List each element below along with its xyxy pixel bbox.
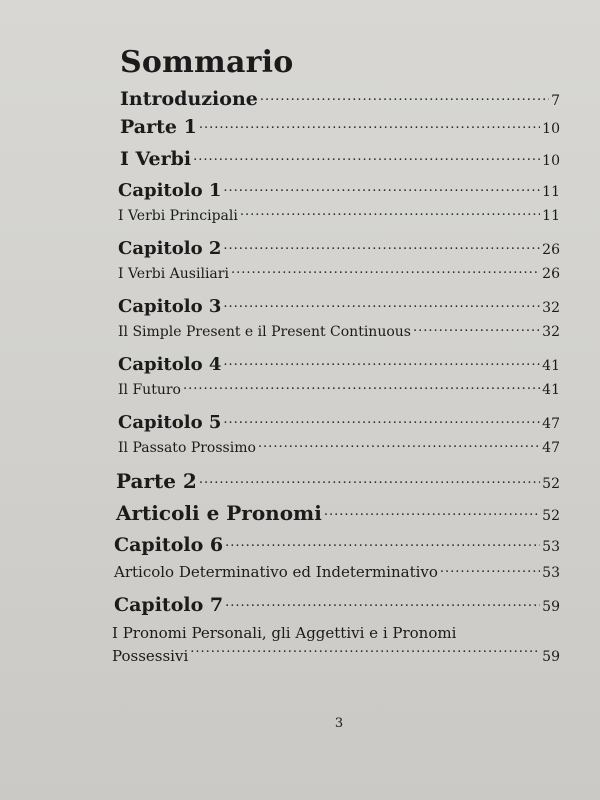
toc-entry-page: 10 bbox=[542, 121, 560, 137]
dot-leader bbox=[231, 264, 540, 278]
toc-entry-verbi-principali bbox=[112, 206, 560, 236]
toc-entry-page: 11 bbox=[542, 184, 560, 200]
toc-entry-page: 11 bbox=[542, 208, 560, 224]
toc-entry-label: Articoli e Pronomi bbox=[116, 501, 322, 525]
toc-entry-page: 10 bbox=[542, 153, 560, 169]
toc-entry-page: 41 bbox=[542, 358, 560, 374]
toc-entry-label: Il Simple Present e il Present Continuous bbox=[118, 324, 411, 340]
dot-leader bbox=[225, 592, 540, 611]
toc-entry-label: Capitolo 5 bbox=[118, 412, 222, 433]
toc-entry-futuro bbox=[112, 380, 560, 410]
toc-entry-label: I Verbi Ausiliari bbox=[118, 266, 229, 282]
toc-entry-page: 47 bbox=[542, 416, 560, 432]
dot-leader bbox=[183, 380, 540, 394]
toc-entry-label: Capitolo 4 bbox=[118, 354, 222, 375]
toc-entry-label: Capitolo 2 bbox=[118, 238, 222, 259]
dot-leader bbox=[223, 236, 540, 254]
toc-entry-page: 7 bbox=[551, 93, 560, 109]
toc-entry-label-line2: Possessivi bbox=[112, 647, 189, 665]
toc-entry-page: 32 bbox=[542, 324, 560, 340]
dot-leader bbox=[223, 294, 540, 312]
toc-entry-page: 53 bbox=[542, 539, 560, 555]
toc-entry-label: Parte 1 bbox=[120, 116, 197, 138]
toc-entry-page: 59 bbox=[542, 599, 560, 615]
table-of-contents bbox=[112, 45, 560, 669]
toc-entry-label: Articolo Determinativo ed Indeterminativo bbox=[114, 563, 438, 581]
toc-entry-parte-1 bbox=[112, 114, 560, 146]
dot-leader bbox=[223, 352, 540, 370]
toc-entry-capitolo-2 bbox=[112, 236, 560, 264]
toc-entry-introduzione bbox=[112, 86, 560, 114]
toc-entry-capitolo-4 bbox=[112, 352, 560, 380]
toc-entry-label: Il Passato Prossimo bbox=[118, 440, 256, 456]
toc-entry-page: 59 bbox=[542, 649, 560, 665]
toc-entry-page: 47 bbox=[542, 440, 560, 456]
toc-heading: Sommario bbox=[120, 45, 294, 80]
toc-entry-parte-2 bbox=[112, 468, 560, 500]
toc-entry-capitolo-6 bbox=[112, 532, 560, 562]
dot-leader bbox=[199, 114, 540, 133]
toc-entry-passato-prossimo bbox=[112, 438, 560, 468]
toc-entry-capitolo-5 bbox=[112, 410, 560, 438]
dot-leader bbox=[240, 206, 540, 220]
toc-entry-i-verbi bbox=[112, 146, 560, 178]
dot-leader bbox=[258, 438, 540, 452]
page-number: 3 bbox=[334, 716, 344, 731]
toc-entry-label: Parte 2 bbox=[116, 469, 197, 493]
toc-entry-label: Capitolo 6 bbox=[114, 534, 224, 556]
toc-entry-capitolo-1 bbox=[112, 178, 560, 206]
toc-entry-label: I Verbi Principali bbox=[118, 208, 238, 224]
toc-entry-page: 52 bbox=[542, 508, 560, 524]
dot-leader bbox=[193, 146, 540, 165]
toc-entry-capitolo-3 bbox=[112, 294, 560, 322]
dot-leader bbox=[324, 500, 540, 520]
toc-entry-articoli-pronomi bbox=[112, 500, 560, 532]
toc-entry-label: Capitolo 1 bbox=[118, 180, 222, 201]
dot-leader bbox=[440, 562, 540, 577]
dot-leader bbox=[413, 322, 540, 336]
toc-entry-page: 41 bbox=[542, 382, 560, 398]
toc-entry-label-line1: I Pronomi Personali, gli Aggettivi e i Pronomi bbox=[112, 624, 457, 642]
dot-leader bbox=[223, 410, 540, 428]
toc-entry-page: 32 bbox=[542, 300, 560, 316]
toc-entry-simple-present bbox=[112, 322, 560, 352]
toc-entry-label: Capitolo 7 bbox=[114, 594, 224, 616]
dot-leader bbox=[190, 646, 540, 661]
toc-entry-page: 26 bbox=[542, 266, 560, 282]
toc-entry-page: 26 bbox=[542, 242, 560, 258]
toc-entry-capitolo-7 bbox=[112, 592, 560, 622]
dot-leader bbox=[199, 468, 540, 488]
dot-leader bbox=[223, 178, 540, 196]
dot-leader bbox=[260, 86, 549, 105]
toc-entry-label: Il Futuro bbox=[118, 382, 181, 398]
dot-leader bbox=[225, 532, 540, 551]
toc-entry-page: 53 bbox=[542, 565, 560, 581]
toc-entry-verbi-ausiliari bbox=[112, 264, 560, 294]
toc-entry-articolo-determinativo bbox=[112, 562, 560, 592]
toc-entry-pronomi-personali bbox=[112, 622, 560, 669]
toc-entry-label: Capitolo 3 bbox=[118, 296, 222, 317]
toc-entry-label: Introduzione bbox=[120, 88, 258, 110]
toc-entry-page: 52 bbox=[542, 476, 560, 492]
toc-entry-line2 bbox=[112, 645, 560, 669]
toc-entry-label: I Verbi bbox=[120, 148, 192, 170]
